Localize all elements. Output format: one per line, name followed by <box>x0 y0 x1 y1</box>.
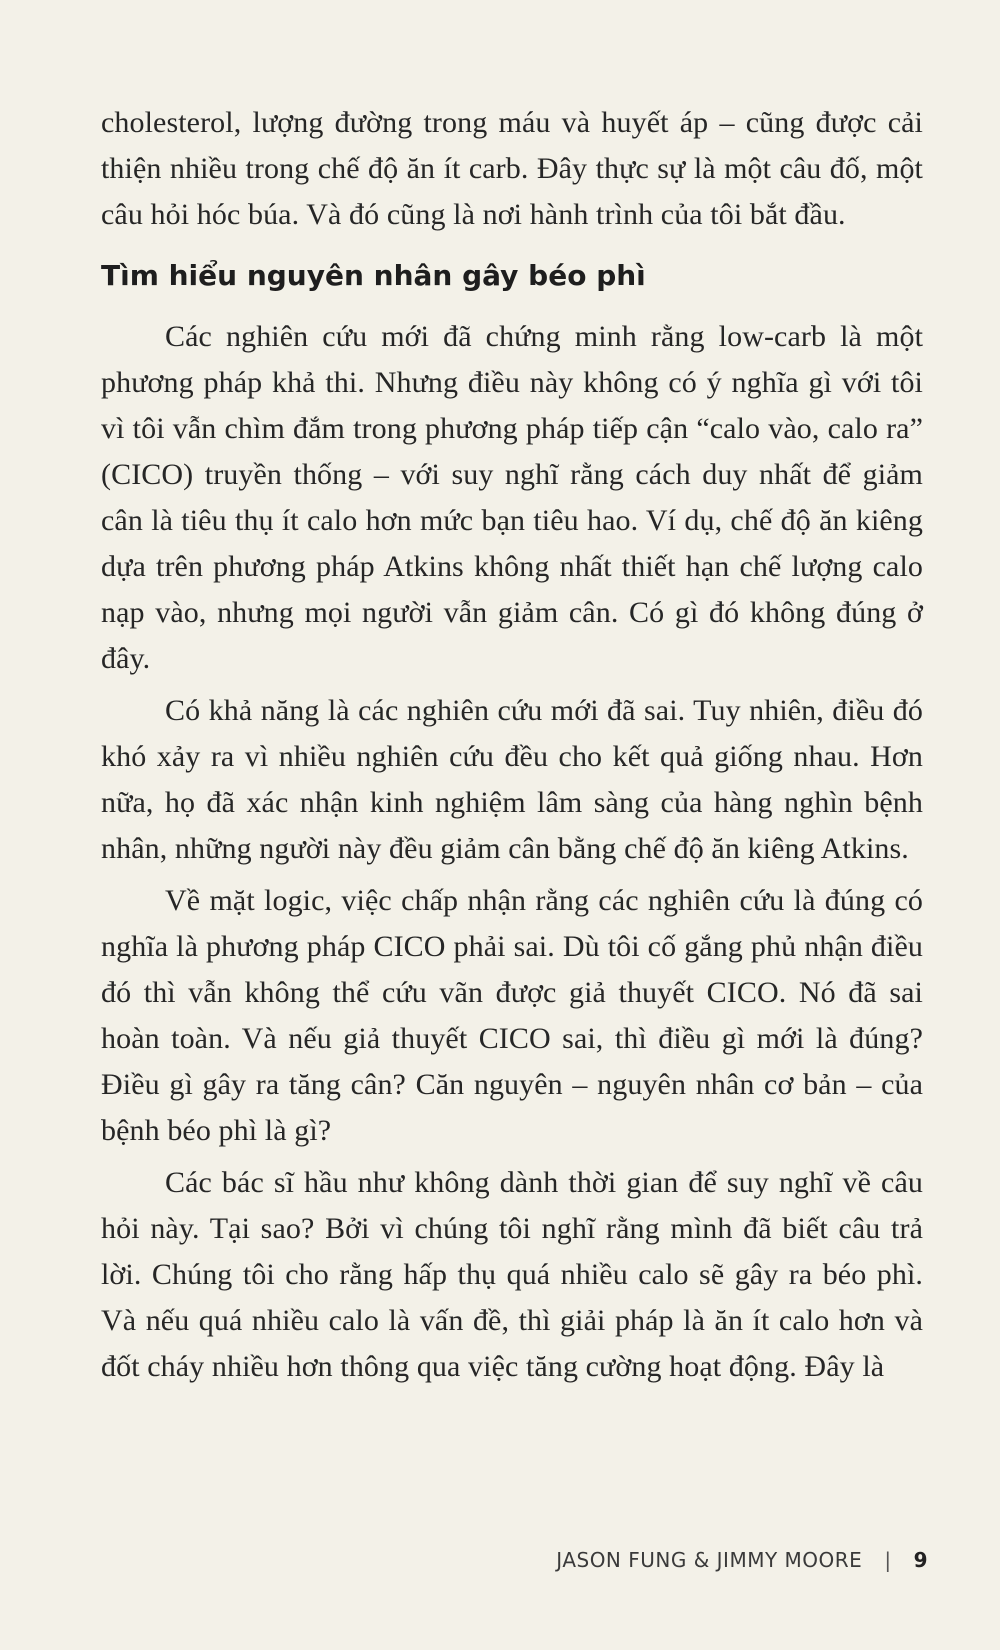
body-paragraph-3: Về mặt logic, việc chấp nhận rằng các nghiên cứu là đúng có nghĩa là phương pháp CICO phải sai. Dù tôi cố gắng phủ nhận điều đó thì vẫn không thể cứu vãn được giả thuyết CICO. Nó đã sai hoàn toàn. Và nếu giả thuyết CICO sai, thì điều gì mới là đúng? Điều gì gây ra tăng cân? Căn nguyên – nguyên nhân cơ bản – của bệnh béo phì là gì? <box>101 884 923 1147</box>
footer-separator: | <box>884 1548 892 1572</box>
intro-paragraph: cholesterol, lượng đường trong máu và huyết áp – cũng được cải thiện nhiều trong chế độ ăn ít carb. Đây thực sự là một câu đố, một câu hỏi hóc búa. Và đó cũng là nơi hành trình của tôi bắt đầu. <box>101 106 923 231</box>
body-paragraph-4: Các bác sĩ hầu như không dành thời gian để suy nghĩ về câu hỏi này. Tại sao? Bởi vì chúng tôi nghĩ rằng mình đã biết câu trả lời. Chúng tôi cho rằng hấp thụ quá nhiều calo sẽ gây ra béo phì. Và nếu quá nhiều calo là vấn đề, thì giải pháp là ăn ít calo hơn và đốt cháy nhiều hơn thông qua việc tăng cường hoạt động. Đây là <box>101 1166 923 1383</box>
page-body <box>101 100 923 1390</box>
page-footer <box>556 1548 928 1572</box>
page-number: 9 <box>913 1548 928 1572</box>
body-paragraph-1: Các nghiên cứu mới đã chứng minh rằng low-carb là một phương pháp khả thi. Nhưng điều này không có ý nghĩa gì với tôi vì tôi vẫn chìm đắm trong phương pháp tiếp cận “calo vào, calo ra” (CICO) truyền thống – với suy nghĩ rằng cách duy nhất để giảm cân là tiêu thụ ít calo hơn mức bạn tiêu hao. Ví dụ, chế độ ăn kiêng dựa trên phương pháp Atkins không nhất thiết hạn chế lượng calo nạp vào, nhưng mọi người vẫn giảm cân. Có gì đó không đúng ở đây. <box>101 320 923 675</box>
footer-authors: JASON FUNG & JIMMY MOORE <box>556 1548 863 1572</box>
body-paragraph-2: Có khả năng là các nghiên cứu mới đã sai. Tuy nhiên, điều đó khó xảy ra vì nhiều nghiên cứu đều cho kết quả giống nhau. Hơn nữa, họ đã xác nhận kinh nghiệm lâm sàng của hàng nghìn bệnh nhân, những người này đều giảm cân bằng chế độ ăn kiêng Atkins. <box>101 694 923 865</box>
section-heading: Tìm hiểu nguyên nhân gây béo phì <box>101 259 646 292</box>
